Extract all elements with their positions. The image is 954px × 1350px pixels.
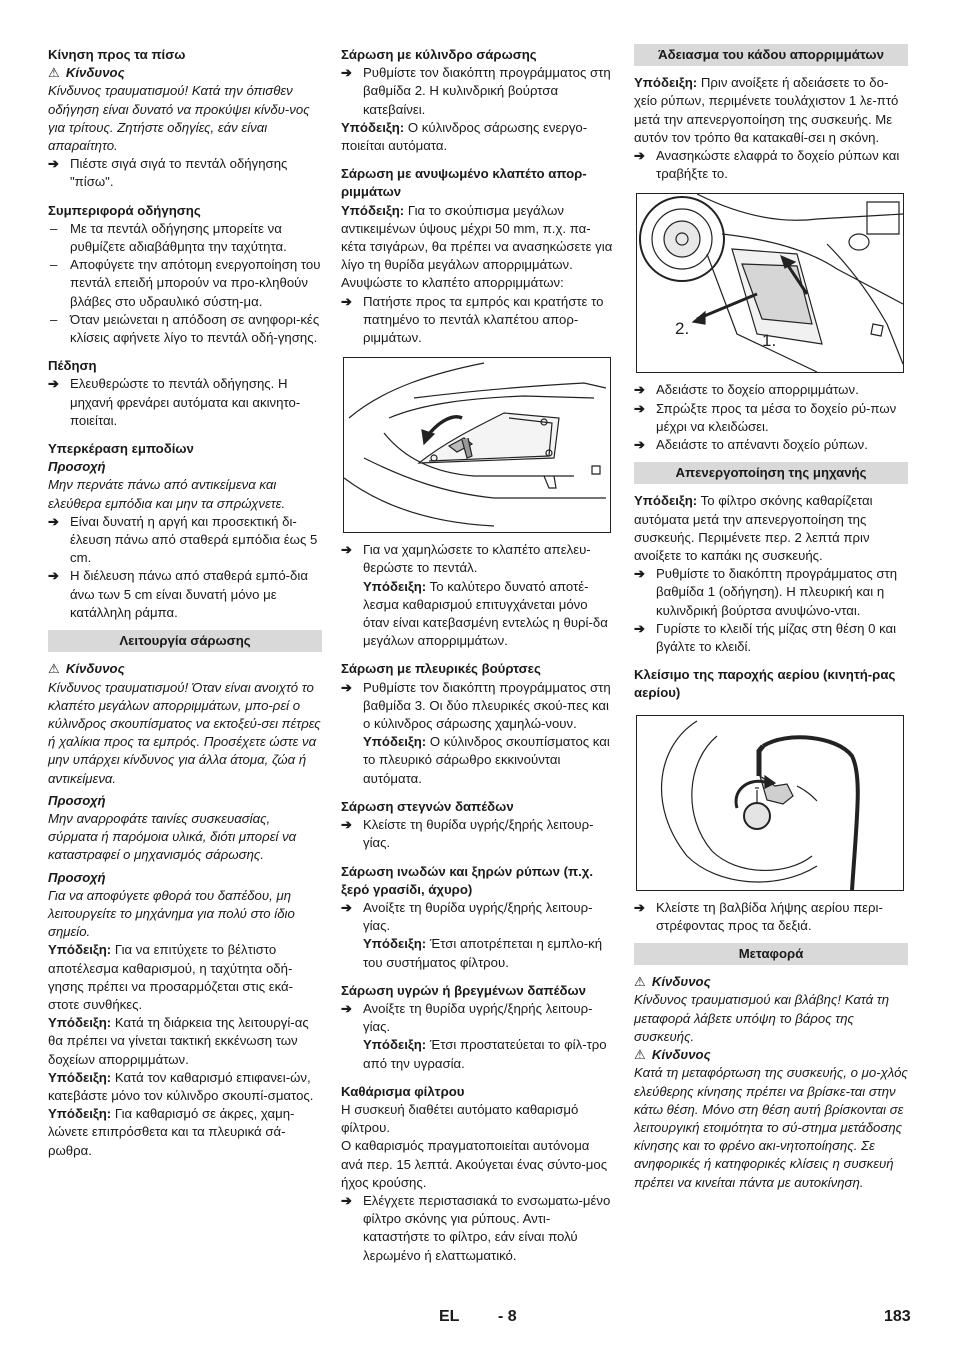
section-header-empty: Άδειασμα του κάδου απορριμμάτων: [634, 44, 908, 66]
figure-label-1: 1.: [762, 331, 777, 351]
instruction-step: ➔ Η διέλευση πάνω από σταθερά εμπό-δια άνω των 5 cm είναι δυνατή μόνο με κατάλληλη ράμπα.: [48, 567, 322, 622]
footer-section: - 8: [498, 1308, 517, 1325]
heading-dry: Σάρωση στεγνών δαπέδων: [341, 798, 514, 814]
instruction-step: ➔ Πιέστε σιγά σιγά το πεντάλ οδήγησης "πίσω".: [48, 155, 322, 191]
list-item: – Με τα πεντάλ οδήγησης μπορείτε να ρυθμίζετε αδιαβάθμητα την ταχύτητα.: [48, 220, 322, 256]
note: Υπόδειξη: Κατά τον καθαρισμό επιφανει-ών, κατεβάστε μόνο τον κύλινδρο σκουπί-σματος.: [48, 1069, 314, 1103]
instruction-step: ➔ Ανοίξτε τη θυρίδα υγρής/ξηρής λειτουρ-γίας.: [341, 1000, 613, 1036]
instruction-step: ➔ Αδειάστε το δοχείο απορριμμάτων.: [634, 381, 908, 399]
figure-waste-container: [636, 193, 904, 373]
section-header-sweep: Λειτουργία σάρωσης: [48, 630, 322, 652]
instruction-step: ➔ Είναι δυνατή η αργή και προσεκτική δι-έλευση πάνω από σταθερά εμπόδια έως 5 cm.: [48, 513, 322, 568]
note: Υπόδειξη: Έτσι αποτρέπεται η εμπλο-κή του συστήματος φίλτρου.: [363, 936, 603, 970]
instruction-step: ➔ Κλείστε τη θυρίδα υγρής/ξηρής λειτουρ-γίας.: [341, 816, 613, 852]
instruction-step: ➔ Γυρίστε το κλειδί τής μίζας στη θέση 0 και βγάλτε το κλειδί.: [634, 620, 908, 656]
danger-text: Κίνδυνος τραυματισμού! Όταν είναι ανοιχτό το κλαπέτο μεγάλων απορριμμάτων, μπο-ρεί ο κύλινδρος σκουπίσματος να εκτοξεύ-σει πέτρες ή χαλίκια προς τα εμπρός. Προσέχετε ώστε να μην υπάρχει κίνδυνος για άλλα άτομα, ζώα ή αντικείμενα.: [48, 679, 321, 786]
instruction-step: ➔ Πατήστε προς τα εμπρός και κρατήστε το πατημένο το πεντάλ κλαπέτου απορ-ριμμάτων.: [341, 293, 613, 348]
section-header-transport: Μεταφορά: [634, 943, 908, 965]
note: Υπόδειξη: Για να επιτύχετε το βέλτιστο αποτέλεσμα καθαρισμού, η ταχύτητα οδή-γησης πρέπει να προσαρμόζεται στις εκά-στοτε συνθήκες.: [48, 942, 294, 1012]
heading-flap: Σάρωση με ανυψωμένο κλαπέτο απορ-ριμμάτων: [341, 166, 587, 200]
instruction-step: ➔ Ελευθερώστε το πεντάλ οδήγησης. Η μηχανή φρενάρει αυτόματα και ακινητο-ποιείται.: [48, 375, 322, 430]
note: Υπόδειξη: Για το σκούπισμα μεγάλων αντικειμένων ύψους μέχρι 50 mm, π.χ. πα-κέτα τσιγάρων, θα πρέπει να ανασηκώσετε για λίγο τη θυρίδα μεγάλων απορριμμάτων. Ανυψώστε το κλαπέτο απορριμμάτων:: [341, 202, 613, 291]
footer-language: EL: [439, 1308, 460, 1325]
column-left: [48, 42, 322, 1160]
warning-icon: ⚠: [634, 974, 646, 990]
instruction-step: ➔ Ρυθμίστε τον διακόπτη προγράμματος στη βαθμίδα 3. Οι δύο πλευρικές σκού-πες και ο κύλινδρος σάρωσης χαμηλώ-νουν.: [341, 679, 613, 734]
danger-label: ⚠ Κίνδυνος: [48, 64, 322, 82]
paragraph: Η συσκευή διαθέτει αυτόματο καθαρισμό φίλτρου.: [341, 1101, 579, 1136]
caution-label: Προσοχή: [48, 792, 106, 808]
note: Υπόδειξη: Ο κύλινδρος σκουπίσματος και το πλευρικό σάρωθρο εκκινούνται αυτόματα.: [363, 734, 610, 786]
instruction-step: ➔ Για να χαμηλώσετε το κλαπέτο απελευ-θερώστε το πεντάλ.: [341, 541, 613, 577]
heading-side-brushes: Σάρωση με πλευρικές βούρτσες: [341, 661, 541, 677]
caution-text: Μην αναρροφάτε ταινίες συσκευασίας, σύρματα ή παρόμοια υλικά, διότι μπορεί να καταστραφεί ο μηχανισμός σάρωσης.: [48, 810, 297, 863]
heading-wet: Σάρωση υγρών ή βρεγμένων δαπέδων: [341, 982, 586, 998]
flap-pedal-illustration: [344, 358, 610, 532]
warning-icon: ⚠: [48, 65, 60, 81]
instruction-step: ➔ Ελέγχετε περιστασιακά το ενσωματω-μένο φίλτρο σκόνης για ρύπους. Αντι-καταστήστε το φίλτρο, εάν είναι πολύ λερωμένο ή ελαττωματικό.: [341, 1192, 613, 1265]
danger-text: Κατά τη μεταφόρτωση της συσκευής, ο μο-χλός ελεύθερης κίνησης πρέπει να βρίσκε-ται στην κάτω θέση. Μόνο στη θέση αυτή βρίσκονται σε λειτουργική ετοιμότητα το σύ-στημα μετάδοσης κίνησης και το φρένο ακι-νητοποίησης. Σε ανηφορικές ή κατηφορικές κλίσεις η συσκευή πρέπει να κινείται πάντα με αυτοκίνηση.: [634, 1065, 908, 1190]
caution-label: Προσοχή: [48, 869, 106, 885]
instruction-step: ➔ Ρυθμίστε το διακόπτη προγράμματος στη βαθμίδα 1 (οδήγηση). Η πλευρική και η κυλινδρική βούρτσα ανυψώνο-νται.: [634, 565, 908, 620]
danger-text: Κίνδυνος τραυματισμού και βλάβης! Κατά τη μεταφορά λάβετε υπόψη το βάρος της συσκευής.: [634, 992, 890, 1044]
heading-reverse: Κίνηση προς τα πίσω: [48, 47, 186, 62]
note: Υπόδειξη: Το φίλτρο σκόνης καθαρίζεται αυτόματα μετά την απενεργοποίηση της συσκευής. Περιμένετε περ. 2 λεπτά πριν ανοίξετε το καπάκι ης συσκευής.: [634, 493, 873, 564]
note: Υπόδειξη: Για καθαρισμό σε άκρες, χαμη-λώνετε επιπρόσθετα και τα πλευρικά σά-ρωθρα.: [48, 1106, 295, 1158]
danger-label: ⚠ Κίνδυνος: [48, 660, 322, 678]
heading-fiber: Σάρωση ινωδών και ξηρών ρύπων (π.χ. ξερό γρασίδι, άχυρο): [341, 863, 594, 897]
section-header-shutdown: Απενεργοποίηση της μηχανής: [634, 462, 908, 484]
danger-label: ⚠ Κίνδυνος: [634, 1046, 908, 1064]
list-item: – Όταν μειώνεται η απόδοση σε ανηφορι-κές κλίσεις αφήνετε λίγο το πεντάλ οδή-γησης.: [48, 311, 322, 347]
note: Υπόδειξη: Έτσι προστατεύεται το φίλ-τρο από την υγρασία.: [363, 1037, 607, 1071]
gas-valve-illustration: [637, 716, 903, 890]
waste-container-illustration: [637, 194, 903, 372]
column-middle: [341, 42, 613, 1265]
page-number: 183: [884, 1308, 911, 1325]
list-item: – Αποφύγετε την απότομη ενεργοποίηση του πεντάλ επειδή μπορούν να προ-κληθούν βλάβες στο υδραυλικό σύστη-μα.: [48, 256, 322, 311]
figure-label-2: 2.: [675, 319, 690, 339]
instruction-step: ➔ Ανοίξτε τη θυρίδα υγρής/ξηρής λειτουρ-γίας.: [341, 899, 613, 935]
figure-gas-valve: [636, 715, 904, 891]
heading-brake: Πέδηση: [48, 358, 97, 374]
heading-roller: Σάρωση με κύλινδρο σάρωσης: [341, 47, 537, 62]
danger-label: ⚠ Κίνδυνος: [634, 973, 908, 991]
figure-flap-pedal: [343, 357, 611, 533]
heading-gas: Κλείσιμο της παροχής αερίου (κινητή-ρας αερίου): [634, 667, 896, 701]
heading-driving: Συμπεριφορά οδήγησης: [48, 202, 201, 218]
heading-obstacle: Υπερκέραση εμποδίων: [48, 441, 194, 457]
caution-text: Για να αποφύγετε φθορά του δαπέδου, μη λειτουργείτε το μηχάνημα για πολύ στο ίδιο σημείο.: [48, 887, 295, 940]
instruction-step: ➔ Ρυθμίστε τον διακόπτη προγράμματος στη βαθμίδα 2. Η κυλινδρική βούρτσα κατεβαίνει.: [341, 64, 613, 119]
instruction-step: ➔ Σπρώξτε προς τα μέσα το δοχείο ρύ-πων μέχρι να κλειδώσει.: [634, 400, 908, 436]
note: Υπόδειξη: Ο κύλινδρος σάρωσης ενεργο-ποιείται αυτόματα.: [341, 119, 588, 154]
note: Υπόδειξη: Το καλύτερο δυνατό αποτέ-λεσμα καθαρισμού επιτυγχάνεται μόνο όταν είναι κατεβασμένη εντελώς η θυρί-δα μεγάλων απορριμμάτων.: [363, 578, 608, 649]
danger-text: Κίνδυνος τραυματισμού! Κατά την όπισθεν οδήγηση είναι δυνατό να προκύψει κίνδυ-νος για τρίτους. Ζητήστε οδηγίες, εάν είναι απαραίτητο.: [48, 83, 310, 154]
heading-filter: Καθάρισμα φίλτρου: [341, 1083, 465, 1099]
paragraph: Ο καθαρισμός πραγματοποιείται αυτόνομα ανά περ. 15 λεπτά. Ακούγεται ένας σύντο-μος ήχος κρούσης.: [341, 1138, 608, 1190]
note: Υπόδειξη: Κατά τη διάρκεια της λειτουργί-ας θα πρέπει να γίνεται τακτική εκκένωση των δοχείων απορριμμάτων.: [48, 1015, 309, 1067]
warning-icon: ⚠: [48, 661, 60, 677]
caution-text: Μην περνάτε πάνω από αντικείμενα και ελεύθερα εμπόδια και μην τα σπρώχνετε.: [48, 477, 286, 511]
caution-label: Προσοχή: [48, 459, 106, 475]
instruction-step: ➔ Κλείστε τη βαλβίδα λήψης αερίου περι-στρέφοντας προς τα δεξιά.: [634, 899, 908, 935]
instruction-step: ➔ Αδειάστε το απέναντι δοχείο ρύπων.: [634, 436, 908, 454]
instruction-step: ➔ Ανασηκώστε ελαφρά το δοχείο ρύπων και τραβήξτε το.: [634, 147, 908, 183]
note: Υπόδειξη: Πριν ανοίξετε ή αδειάσετε το δο-χείο ρύπων, περιμένετε τουλάχιστον 1 λε-πτό μετά την απενεργοποίηση της συσκευής. Με αυτόν τον τρόπο θα κατακαθί-σει η σκόνη.: [634, 75, 899, 145]
column-right: [634, 42, 908, 1192]
warning-icon: ⚠: [634, 1047, 646, 1063]
